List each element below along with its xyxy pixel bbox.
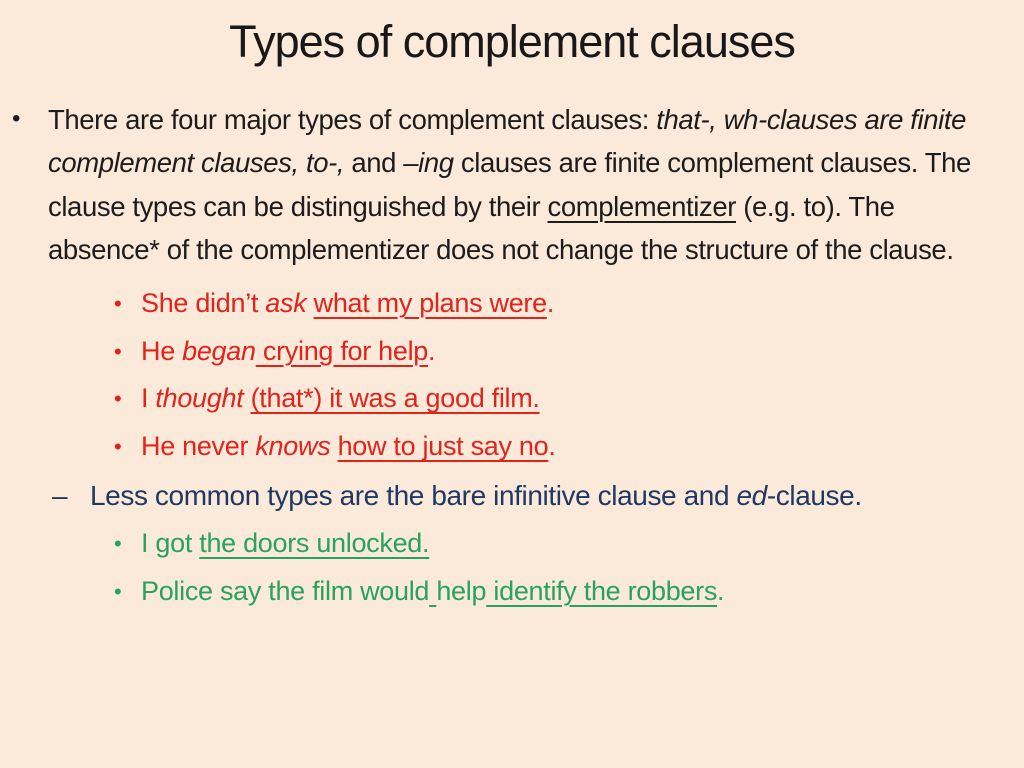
bullet-text: She didn’t ask what my plans were. — [141, 287, 555, 318]
bullet-text: He never knows how to just say no. — [141, 431, 556, 462]
bullet-marker: • — [114, 290, 122, 316]
bullet-text: I got the doors unlocked. — [141, 527, 430, 558]
bullet-marker: • — [114, 338, 122, 364]
list-item — [0, 430, 1024, 464]
list-item — [0, 527, 1024, 561]
list-item — [0, 287, 1024, 321]
bullet-marker: • — [114, 386, 122, 412]
bullet-text: There are four major types of complement clauses: that-, wh-clauses are finite complement clauses, to-, and –ing clauses are finite complement clauses. The clause types can be distinguished by their complementizer (e.g. to). The absence* of the complementizer does not change the structure of the clause. — [48, 104, 971, 265]
bullet-text: Police say the film would help identify the robbers. — [141, 575, 725, 606]
bullet-text: I thought (that*) it was a good film. — [141, 383, 540, 414]
bullet-list — [0, 98, 1024, 608]
list-item — [0, 575, 1024, 609]
bullet-marker: • — [12, 105, 21, 133]
bullet-text: Less common types are the bare infinitive clause and ed-clause. — [90, 479, 862, 511]
bullet-marker: • — [114, 530, 122, 556]
slide-title: Types of complement clauses — [229, 16, 795, 67]
list-item — [0, 382, 1024, 416]
list-item — [0, 98, 1024, 271]
list-item — [0, 335, 1024, 369]
bullet-marker: – — [52, 479, 68, 511]
bullet-marker: • — [114, 578, 122, 604]
list-item — [0, 478, 1024, 513]
bullet-text: He began crying for help. — [141, 335, 436, 366]
bullet-marker: • — [114, 434, 122, 460]
